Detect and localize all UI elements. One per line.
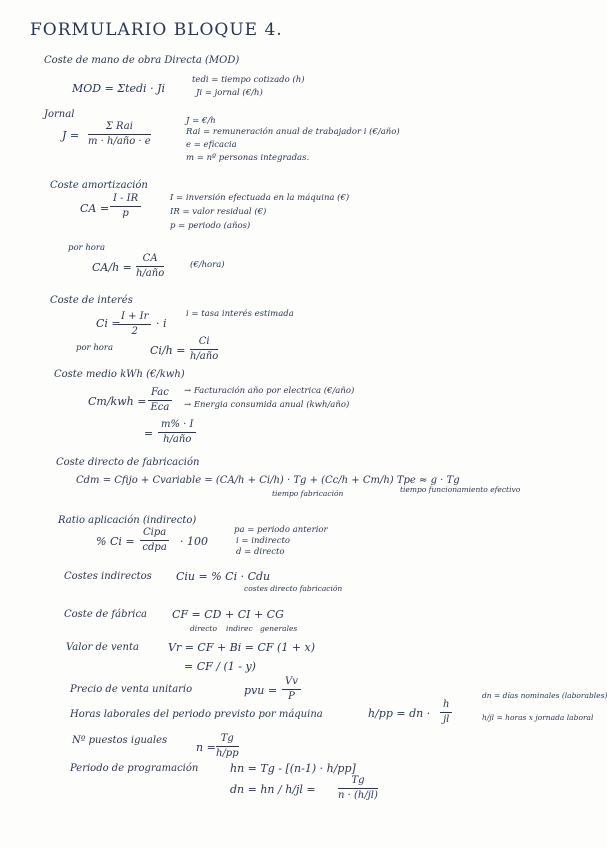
interes-note: i = tasa interés estimada <box>186 309 294 319</box>
interes-den: 2 <box>131 326 138 337</box>
ratio-tail: · 100 <box>180 535 208 548</box>
pvu-lhs: pvu = <box>244 684 278 697</box>
horas-note-2: h/jl = horas x jornada laboral <box>482 713 594 722</box>
ratio-den: cdpa <box>142 542 167 553</box>
cdf-label-1: tiempo fabricación <box>272 489 344 498</box>
venta-heading: Valor de venta <box>66 642 139 653</box>
cdf-formula: Cdm = Cfijo + Cvariable = (CA/h + Ci/h) · Tg + (Cc/h + Cm/h) Tpe ≈ g · Tg <box>76 475 460 486</box>
jornal-num: Σ Rai <box>88 122 151 135</box>
cfab-label-1: directo <box>190 624 217 633</box>
interes-num: I + Ir <box>118 312 151 325</box>
cind-heading: Costes indirectos <box>64 571 152 582</box>
pvu-den: P <box>288 691 295 702</box>
mod-note-1: tedi = tiempo cotizado (h) <box>192 75 305 85</box>
amort-num: I - IR <box>110 194 141 207</box>
cdf-heading: Coste directo de fabricación <box>56 457 200 468</box>
periodo-heading: Periodo de programación <box>70 763 199 774</box>
ratio-note-3: d = directo <box>236 547 285 557</box>
interes-lhs2: Ci/h = <box>150 344 186 357</box>
kwh-fraction-2 <box>158 420 196 445</box>
ratio-note-1: pa = periodo anterior <box>234 525 328 535</box>
amort-lhs2: CA/h = <box>92 261 132 274</box>
kwh-den2: h/año <box>163 434 192 445</box>
mod-formula: MOD = Σtedi · Ji <box>72 82 165 95</box>
interes-den2: h/año <box>190 351 219 362</box>
ratio-num: Cipa <box>140 528 169 541</box>
horas-fraction <box>440 700 452 725</box>
puestos-heading: Nº puestos iguales <box>72 735 168 746</box>
jornal-fraction <box>88 122 151 147</box>
jornal-note-4: m = nº personas integradas. <box>186 153 310 163</box>
venta-formula-2: = CF / (1 - y) <box>184 660 256 673</box>
venta-formula-1: Vr = CF + Bi = CF (1 + x) <box>168 641 316 654</box>
kwh-fraction <box>148 388 172 413</box>
cind-formula: Ciu = % Ci · Cdu <box>176 570 271 583</box>
kwh-note-1: → Facturación año por electrica (€/año) <box>184 386 355 396</box>
jornal-note-3: e = eficacia <box>186 140 237 150</box>
mod-note-2: Ji = jornal (€/h) <box>196 88 263 98</box>
kwh-num: Fac <box>148 388 172 401</box>
kwh-note-2: → Energia consumida anual (kwh/año) <box>184 400 350 410</box>
cfab-label-2: indirec <box>226 624 253 633</box>
amort-fraction-2 <box>136 254 164 279</box>
jornal-den: m · h/año · e <box>88 136 151 147</box>
pvu-num: Vv <box>282 677 301 690</box>
kwh-eq: = <box>144 427 154 440</box>
kwh-lhs: Cm/kwh = <box>88 395 147 408</box>
amort-per-hour: por hora <box>68 243 106 253</box>
cfab-label-3: generales <box>260 624 298 633</box>
amort-note-2: IR = valor residual (€) <box>170 207 267 217</box>
horas-num: h <box>440 700 452 713</box>
ratio-fraction <box>140 528 169 553</box>
periodo-formula-1: hn = Tg - [(n-1) · h/pp] <box>230 762 356 775</box>
jornal-heading: Jornal <box>44 109 75 120</box>
amort-num2: CA <box>136 254 164 267</box>
periodo-den2: n · (h/jl) <box>338 790 378 801</box>
amort-den: p <box>122 208 129 219</box>
interes-heading: Coste de interés <box>50 295 133 306</box>
cfab-heading: Coste de fábrica <box>64 609 148 620</box>
puestos-num: Tg <box>216 734 239 747</box>
amort-note-1: I = inversión efectuada en la máquina (€) <box>170 193 350 203</box>
interes-per-hour: por hora <box>76 343 114 353</box>
amort-unit: (€/hora) <box>190 260 225 270</box>
cind-label: costes directo fabricación <box>244 584 343 593</box>
page-title: FORMULARIO BLOQUE 4. <box>30 20 283 40</box>
interes-tail: · i <box>156 317 167 330</box>
amort-note-3: p = periodo (años) <box>170 221 251 231</box>
cfab-formula: CF = CD + CI + CG <box>172 608 284 621</box>
interes-lhs: Ci = <box>96 317 121 330</box>
puestos-lhs: n = <box>196 741 216 754</box>
cdf-label-2: tiempo funcionamiento efectivo <box>400 485 521 494</box>
interes-fraction-2 <box>190 337 218 362</box>
periodo-lhs2: dn = hn / h/jl = <box>230 783 316 796</box>
pvu-heading: Precio de venta unitario <box>70 684 193 695</box>
periodo-fraction <box>338 776 378 801</box>
horas-note-1: dn = días nominales (laborables) <box>482 691 607 700</box>
horas-den: jl <box>443 714 450 725</box>
pvu-fraction <box>282 677 301 702</box>
kwh-den: Eca <box>150 402 170 413</box>
ratio-heading: Ratio aplicación (indirecto) <box>58 515 197 526</box>
mod-heading: Coste de mano de obra Directa (MOD) <box>44 55 240 66</box>
amort-fraction <box>110 194 141 219</box>
jornal-note-2: Rai = remuneración anual de trabajador i (€/año) <box>186 127 400 137</box>
amort-heading: Coste amortización <box>50 180 148 191</box>
periodo-num2: Tg <box>338 776 378 789</box>
horas-heading: Horas laborales del periodo previsto por máquina <box>70 709 323 720</box>
jornal-note-1: J = €/h <box>186 116 216 126</box>
ratio-note-2: i = indirecto <box>236 536 290 546</box>
ratio-lhs: % Ci = <box>96 535 135 548</box>
amort-lhs: CA = <box>80 202 110 215</box>
amort-den2: h/año <box>136 268 165 279</box>
puestos-den: h/pp <box>216 748 239 759</box>
interes-num2: Ci <box>190 337 218 350</box>
kwh-heading: Coste medio kWh (€/kwh) <box>54 369 185 380</box>
horas-lhs: h/pp = dn · <box>368 707 431 720</box>
jornal-lhs: J = <box>62 129 80 142</box>
kwh-num2: m% · I <box>158 420 196 433</box>
interes-fraction <box>118 312 151 337</box>
puestos-fraction <box>216 734 239 759</box>
